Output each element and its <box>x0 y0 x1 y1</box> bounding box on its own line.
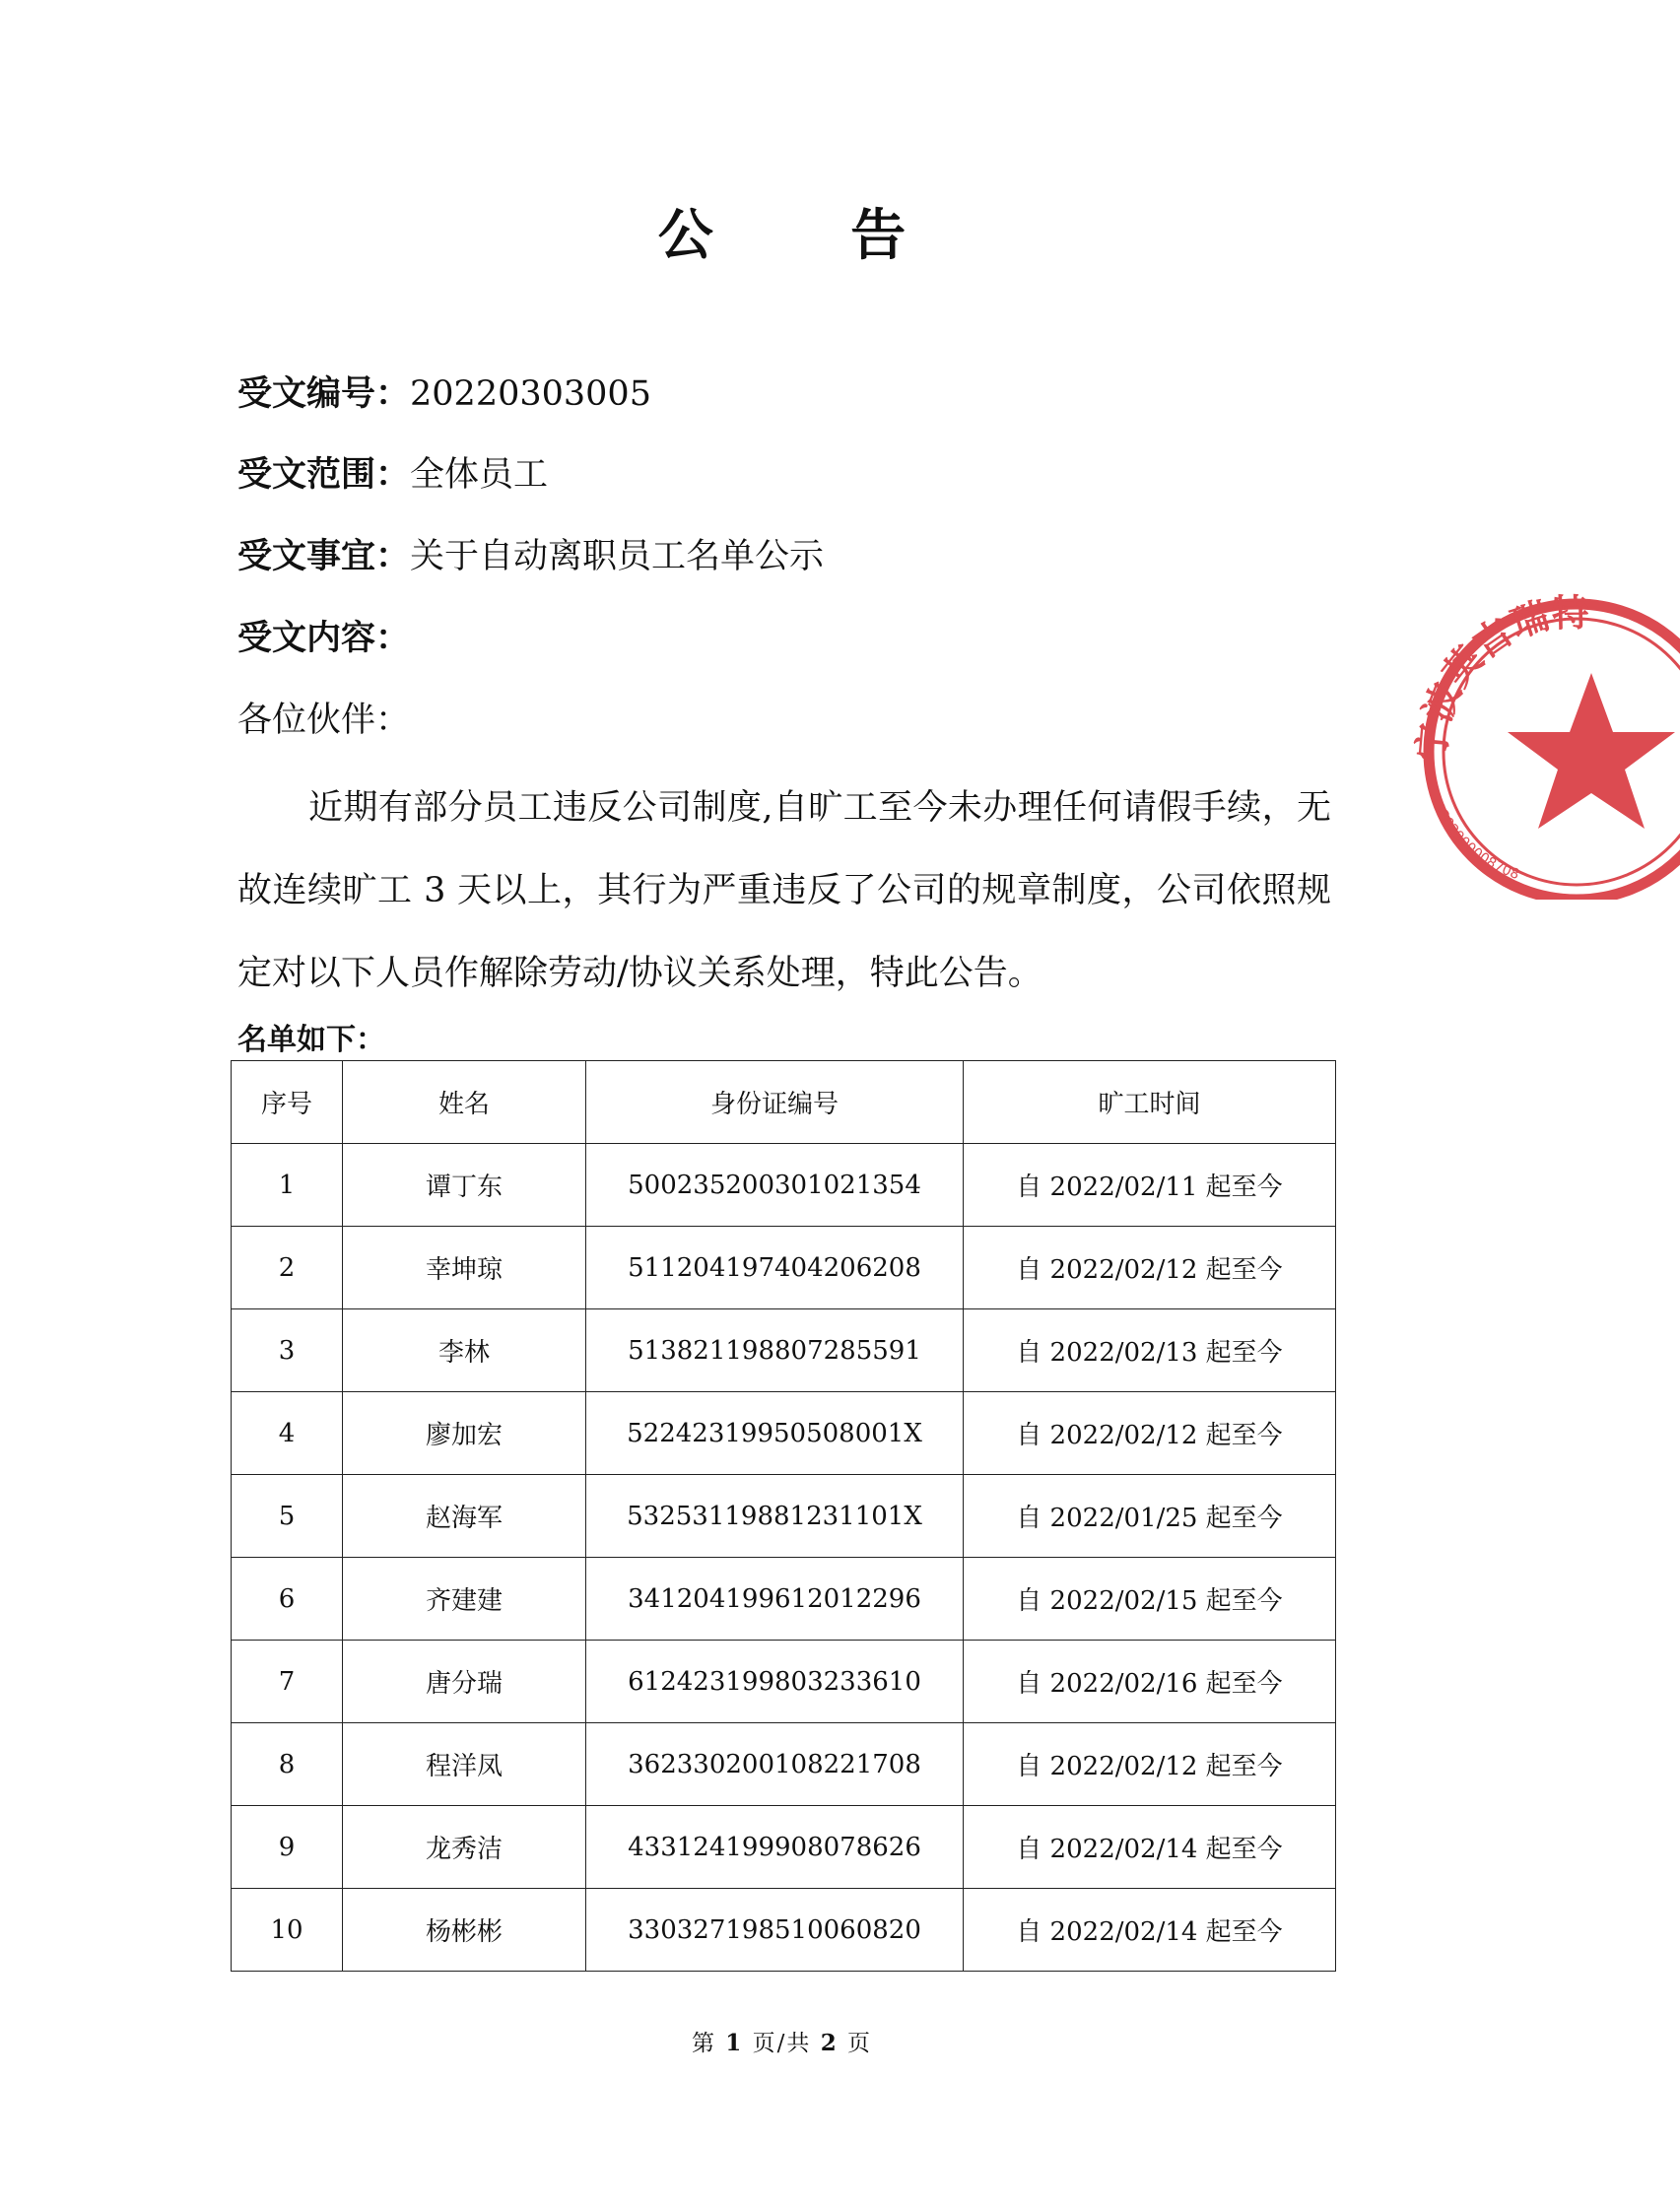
cell-absence-period: 自 2022/02/11 起至今 <box>964 1144 1336 1227</box>
greeting: 各位伙伴： <box>237 701 411 740</box>
cell-index: 8 <box>232 1723 343 1806</box>
cell-id-number: 53253119881231101X <box>586 1475 964 1558</box>
table-row <box>232 1806 1336 1889</box>
cell-index: 2 <box>232 1227 343 1309</box>
table-row <box>232 1309 1336 1392</box>
cell-name: 李林 <box>343 1309 586 1392</box>
cell-index: 3 <box>232 1309 343 1392</box>
body-paragraph: 近期有部分员工违反公司制度,自旷工至今未办理任何请假手续，无故连续旷工 3 天以上，其行为严重违反了公司的规章制度，公司依照规定对以下人员作解除劳动/协议关系处理，特此公告。 <box>237 788 1331 993</box>
header-name: 姓名 <box>343 1061 586 1144</box>
table-header-row <box>232 1061 1336 1144</box>
cell-name: 廖加宏 <box>343 1392 586 1475</box>
cell-index: 1 <box>232 1144 343 1227</box>
cell-id-number: 612423199803233610 <box>586 1641 964 1723</box>
table-body <box>232 1144 1336 1972</box>
cell-absence-period: 自 2022/02/12 起至今 <box>964 1723 1336 1806</box>
doc-subject-value: 关于自动离职员工名单公示 <box>410 537 825 576</box>
cell-id-number: 511204197404206208 <box>586 1227 964 1309</box>
doc-number-row <box>237 374 651 414</box>
header-index: 序号 <box>232 1061 343 1144</box>
doc-scope-row <box>237 455 548 495</box>
table-row <box>232 1144 1336 1227</box>
table-row <box>232 1392 1336 1475</box>
table-row <box>232 1889 1336 1972</box>
roster-table <box>231 1060 1336 1972</box>
page-footer <box>0 2025 1564 2057</box>
cell-name: 龙秀洁 <box>343 1806 586 1889</box>
seal-number: 3302900008708 <box>1430 800 1521 884</box>
cell-absence-period: 自 2022/02/12 起至今 <box>964 1392 1336 1475</box>
cell-absence-period: 自 2022/02/15 起至今 <box>964 1558 1336 1641</box>
cell-id-number: 52242319950508001X <box>586 1392 964 1475</box>
cell-absence-period: 自 2022/02/14 起至今 <box>964 1889 1336 1972</box>
company-seal <box>1394 574 1680 900</box>
doc-number-label: 受文编号： <box>237 373 411 414</box>
cell-id-number: 330327198510060820 <box>586 1889 964 1972</box>
list-title: 名单如下： <box>237 1023 385 1057</box>
doc-content-row <box>237 619 410 658</box>
cell-index: 6 <box>232 1558 343 1641</box>
cell-index: 5 <box>232 1475 343 1558</box>
cell-absence-period: 自 2022/02/14 起至今 <box>964 1806 1336 1889</box>
cell-index: 4 <box>232 1392 343 1475</box>
footer-suffix: 页 <box>847 2031 873 2056</box>
cell-index: 7 <box>232 1641 343 1723</box>
cell-name: 谭丁东 <box>343 1144 586 1227</box>
table-row <box>232 1475 1336 1558</box>
cell-id-number: 433124199908078626 <box>586 1806 964 1889</box>
footer-total-pages: 2 <box>820 2030 839 2056</box>
table-row <box>232 1723 1336 1806</box>
cell-index: 10 <box>232 1889 343 1972</box>
doc-scope-label: 受文范围： <box>237 454 411 495</box>
footer-page-number: 1 <box>725 2030 744 2056</box>
cell-name: 齐建建 <box>343 1558 586 1641</box>
cell-absence-period: 自 2022/02/12 起至今 <box>964 1227 1336 1309</box>
header-id-number: 身份证编号 <box>586 1061 964 1144</box>
cell-id-number: 500235200301021354 <box>586 1144 964 1227</box>
cell-absence-period: 自 2022/02/16 起至今 <box>964 1641 1336 1723</box>
cell-name: 赵海军 <box>343 1475 586 1558</box>
cell-id-number: 362330200108221708 <box>586 1723 964 1806</box>
doc-subject-row <box>237 537 824 576</box>
footer-prefix: 第 <box>691 2031 716 2056</box>
doc-scope-value: 全体员工 <box>410 455 549 495</box>
cell-id-number: 513821198807285591 <box>586 1309 964 1392</box>
cell-name: 幸坤琼 <box>343 1227 586 1309</box>
footer-middle: 页/共 <box>752 2031 812 2056</box>
cell-id-number: 341204199612012296 <box>586 1558 964 1641</box>
doc-content-label: 受文内容： <box>237 618 411 658</box>
table-row <box>232 1227 1336 1309</box>
table-row <box>232 1641 1336 1723</box>
doc-subject-label: 受文事宜： <box>237 536 411 576</box>
seal-stamp <box>1409 590 1680 900</box>
cell-absence-period: 自 2022/01/25 起至今 <box>964 1475 1336 1558</box>
cell-name: 唐分瑞 <box>343 1641 586 1723</box>
cell-name: 程洋凤 <box>343 1723 586 1806</box>
page-title: 公 告 <box>657 203 966 268</box>
header-absence-period: 旷工时间 <box>964 1061 1336 1144</box>
table-row <box>232 1558 1336 1641</box>
cell-index: 9 <box>232 1806 343 1889</box>
seal-star-icon <box>1508 673 1675 829</box>
cell-name: 杨彬彬 <box>343 1889 586 1972</box>
cell-absence-period: 自 2022/02/13 起至今 <box>964 1309 1336 1392</box>
seal-text: 宁波英吉瑞特 <box>1408 589 1590 763</box>
doc-number-value: 20220303005 <box>410 374 651 414</box>
